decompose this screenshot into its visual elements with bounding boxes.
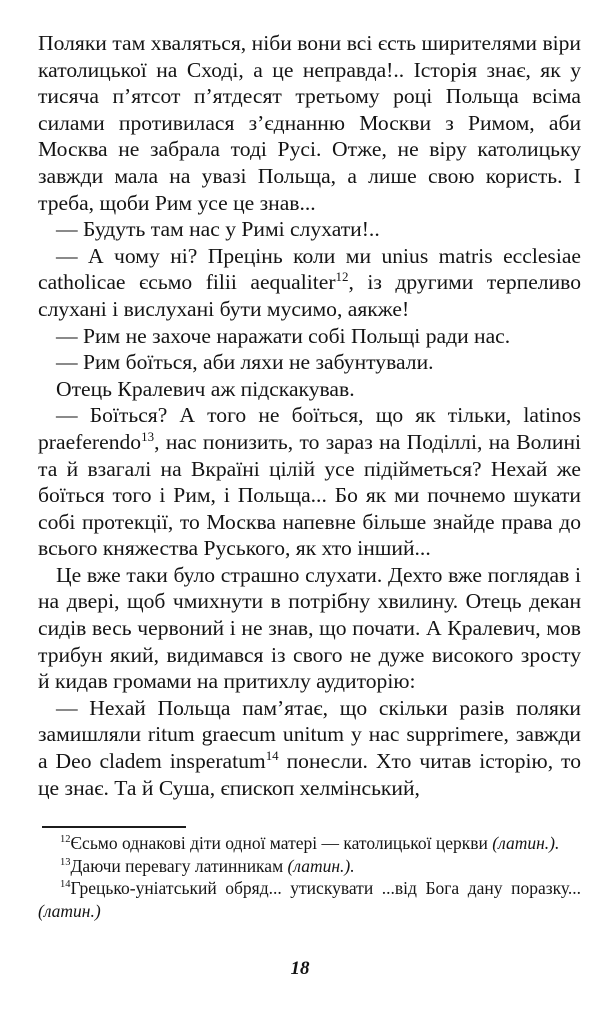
footnotes [38, 832, 581, 922]
page-body [38, 30, 581, 801]
paragraph-3-text-before: — А чому ні? Прецінь коли ми unius matris ecclesiae catholicae єсьмо filii aequaliter [38, 243, 581, 295]
paragraph-7-text-after: , нас понизить, то зараз на Поділлі, на Волині та й взагалі на Вкраїні цілій усе підійметься? Нехай же боїться того і Рим, і Польща... Бо як ми почнемо шукати собі протекції, то Москва напевне більше знайде права до всього княжества Руського, як хто інший... [38, 429, 581, 561]
footnote-13 [38, 855, 581, 878]
paragraph-9-text-after: понесли. Хто читав історію, то це знає. Та й Суша, єпископ хелмінський, [38, 749, 581, 800]
main-text [38, 30, 581, 801]
paragraph-8: Це вже таки було страшно слухати. Дехто вже поглядав і на двері, щоб чмихнути в потрібну хвилину. Отець декан сидів весь червоний і не знав, що почати. А Кралевич, мов трибун який, видимався із свого не дуже високого зросту й кидав громами на притихлу аудиторію: [38, 562, 581, 694]
footnote-14 [38, 877, 581, 922]
paragraph-9-text-before: — Нехай Польща пам’ятає, що скільки разів поляки замишляли ritum graecum unitum у нас supprimere, завжди а Deo cladem insperatum [38, 695, 581, 774]
footnote-12-lang: (латин.). [492, 833, 560, 853]
paragraph-4: — Рим не захоче наражати собі Польщі ради нас. [56, 323, 511, 348]
footnote-ref-13[interactable]: 13 [141, 428, 155, 444]
paragraph-3-text-after: , із другими терпеливо слухані і вислухані бути мусимо, аякже! [38, 270, 581, 321]
paragraph-5: — Рим боїться, аби ляхи не забунтували. [56, 350, 434, 375]
footnote-ref-12[interactable]: 12 [335, 269, 349, 285]
page-number: 18 [290, 958, 310, 979]
footnote-13-text: Даючи перевагу латинникам [70, 855, 284, 876]
paragraph-2: — Будуть там нас у Римі слухати!.. [56, 217, 380, 242]
footnote-13-lang: (латин.). [287, 855, 355, 876]
footnote-number-14: 14 [60, 879, 71, 891]
paragraph-3 [38, 243, 581, 323]
footnote-divider [42, 826, 186, 828]
paragraph-1: Поляки там хваляться, ніби вони всі єсть ширителями віри католицької на Сході, а це неправда!.. Історія знає, як у тисяча п’ятсот п’ятдесят третьому році Польща всіма силами противилася з’єднанню Москви з Римом, аби Москва не забрала тоді Русі. Отже, не віру католицьку завжди мала на увазі Польща, а лише свою користь. І треба, щоби Рим усе це знав... [38, 31, 581, 215]
paragraph-6: Отець Кралевич аж підскакував. [56, 376, 355, 401]
footnote-ref-14[interactable]: 14 [265, 747, 279, 763]
paragraph-9 [38, 695, 581, 801]
paragraph-7-text-before: — Боїться? А того не боїться, що як тільки, latinos praeferendo [38, 403, 581, 454]
footnote-12-text: Єсьмо однакові діти одної матері — католицької церкви [70, 833, 488, 853]
footnote-14-text: Грецько-уніатський обряд... утискувати ...від Бога дану поразку... [70, 878, 581, 898]
footnote-12 [38, 832, 581, 855]
footnote-14-lang: (латин.) [38, 900, 101, 921]
footnote-number-13: 13 [60, 856, 71, 868]
paragraph-7 [38, 402, 581, 562]
footnote-number-12: 12 [60, 834, 71, 846]
